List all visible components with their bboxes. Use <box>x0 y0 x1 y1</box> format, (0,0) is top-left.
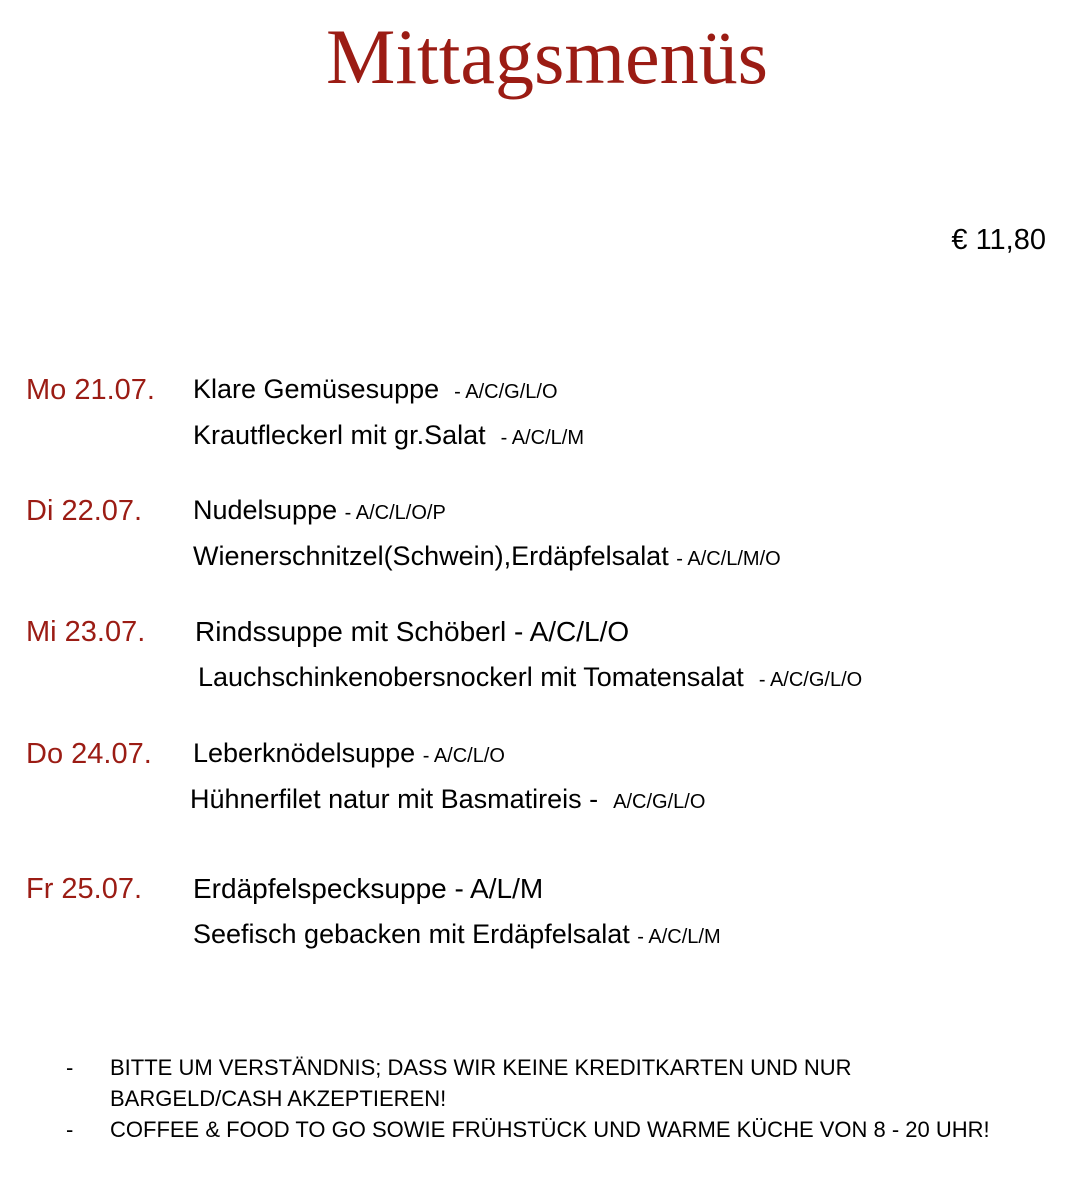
note-item <box>66 1052 1056 1114</box>
page-title: Mittagsmenüs <box>326 13 768 100</box>
dish-name: Erdäpfelspecksuppe - A/L/M <box>193 873 544 904</box>
bullet-dash: - <box>66 1055 74 1080</box>
note-text: COFFEE & FOOD TO GO SOWIE FRÜHSTÜCK UND WARME KÜCHE VON 8 - 20 UHR! <box>110 1117 990 1142</box>
menu-price: € 11,80 <box>951 224 1046 256</box>
main-dish-item <box>198 662 862 693</box>
main-dish-item <box>190 784 705 815</box>
dish-name: Wienerschnitzel(Schwein),Erdäpfelsalat <box>193 541 669 571</box>
main-dish-item <box>193 420 584 451</box>
soup-item <box>193 495 446 526</box>
day-label: Mi 23.07. <box>26 616 146 648</box>
allergen-codes: A/C/G/L/O <box>613 791 706 813</box>
allergen-codes: - A/C/L/O <box>422 745 505 767</box>
dish-name: Rindssuppe mit Schöberl - A/C/L/O <box>195 616 630 647</box>
note-item <box>66 1114 1056 1145</box>
allergen-codes: - A/C/L/O/P <box>344 502 446 524</box>
allergen-codes: - A/C/G/L/O <box>454 381 558 403</box>
allergen-codes: - A/C/G/L/O <box>758 669 863 691</box>
note-text: BITTE UM VERSTÄNDNIS; DASS WIR KEINE KREDITKARTEN UND NUR BARGELD/CASH AKZEPTIEREN! <box>110 1055 852 1111</box>
soup-item <box>193 738 505 769</box>
soup-item <box>193 873 543 905</box>
dish-name: Leberknödelsuppe <box>193 738 416 768</box>
day-label: Mo 21.07. <box>26 374 155 406</box>
day-label: Di 22.07. <box>26 495 143 527</box>
main-dish-item <box>193 919 721 950</box>
soup-item <box>193 374 558 405</box>
notes-list <box>66 1052 1056 1145</box>
dish-name: Klare Gemüsesuppe <box>193 374 440 404</box>
dish-name: Lauchschinkenobersnockerl mit Tomatensalat <box>198 662 744 692</box>
dish-name: Krautfleckerl mit gr.Salat <box>193 420 486 450</box>
dish-name: Hühnerfilet natur mit Basmatireis - <box>190 784 599 814</box>
bullet-dash: - <box>66 1117 74 1142</box>
allergen-codes: - A/C/L/M <box>637 926 721 948</box>
day-label: Fr 25.07. <box>26 873 143 905</box>
soup-item <box>195 616 629 648</box>
allergen-codes: - A/C/L/M <box>500 427 584 449</box>
main-dish-item <box>193 541 781 572</box>
dish-name: Seefisch gebacken mit Erdäpfelsalat <box>193 919 630 949</box>
day-label: Do 24.07. <box>26 738 152 770</box>
dish-name: Nudelsuppe <box>193 495 338 525</box>
allergen-codes: - A/C/L/M/O <box>676 548 781 570</box>
